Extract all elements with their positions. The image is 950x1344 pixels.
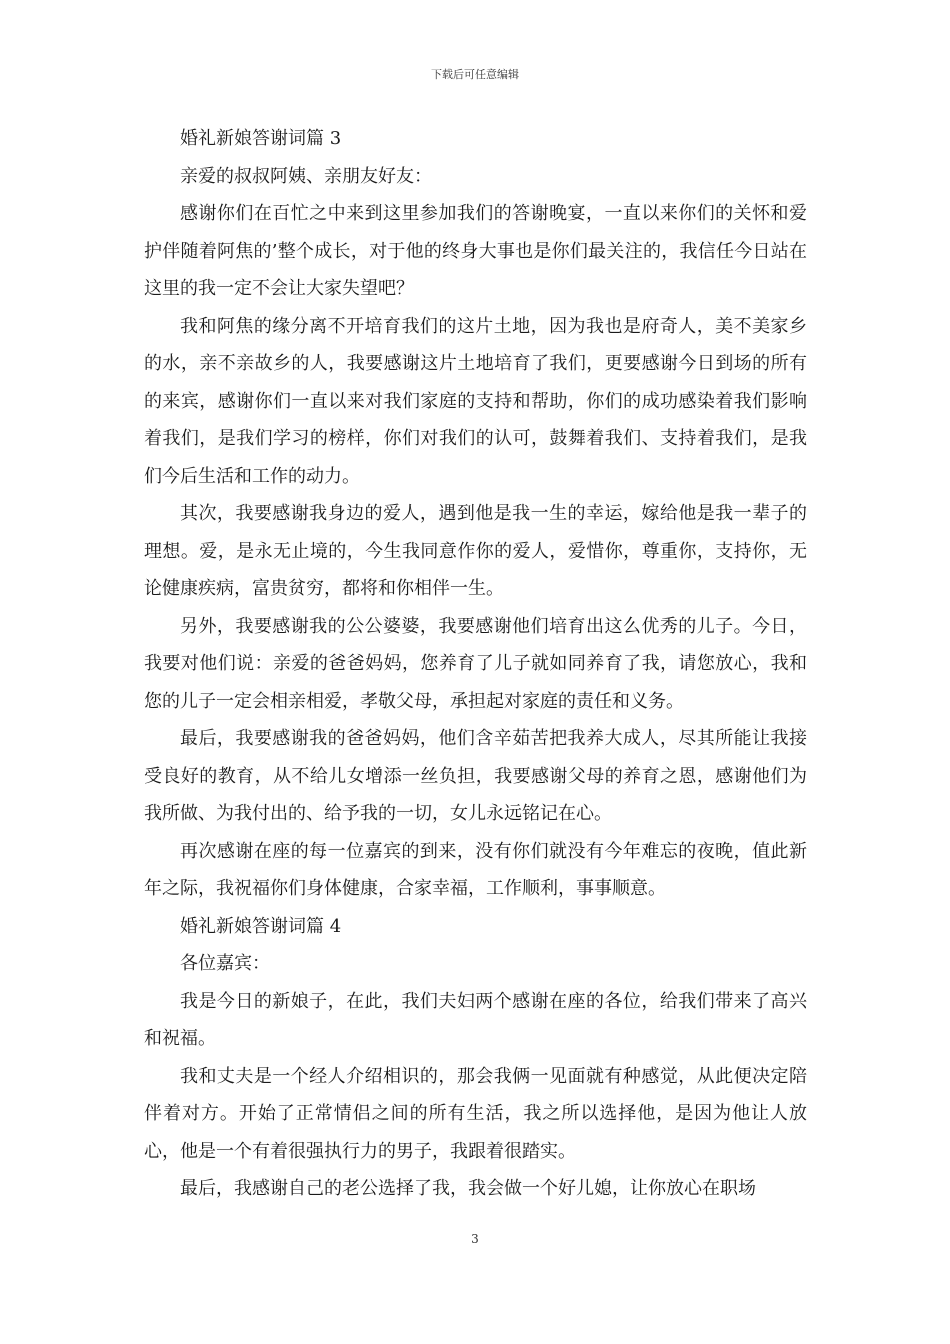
paragraph: 我和阿焦的缘分离不开培育我们的这片土地，因为我也是府奇人，美不美家乡的水，亲不亲故乡的人，我要感谢这片土地培育了我们，更要感谢今日到场的所有的来宾，感谢你们一直以来对我们家庭的支持和帮助，你们的成功感染着我们影响着我们，是我们学习的榜样，你们对我们的认可，鼓舞着我们、支持着我们，是我们今后生活和工作的动力。	[144, 315, 807, 487]
salutation: 各位嘉宾：	[180, 953, 270, 974]
document-body	[144, 120, 807, 1208]
paragraph: 最后，我要感谢我的爸爸妈妈，他们含辛茹苦把我养大成人，尽其所能让我接受良好的教育，从不给儿女增添一丝负担，我要感谢父母的养育之恩，感谢他们为我所做、为我付出的、给予我的一切，女儿永远铭记在心。	[144, 728, 807, 824]
page-header: 下载后可任意编辑	[431, 68, 519, 81]
paragraph: 另外，我要感谢我的公公婆婆，我要感谢他们培育出这么优秀的儿子。今日，我要对他们说：亲爱的爸爸妈妈，您养育了儿子就如同养育了我，请您放心，我和您的儿子一定会相亲相爱，孝敬父母，承担起对家庭的责任和义务。	[144, 615, 807, 712]
paragraph: 我和丈夫是一个经人介绍相识的，那会我俩一见面就有种感觉，从此便决定陪伴着对方。开始了正常情侣之间的所有生活，我之所以选择他，是因为他让人放心，他是一个有着很强执行力的男子，我跟着很踏实。	[144, 1065, 807, 1162]
paragraph: 感谢你们在百忙之中来到这里参加我们的答谢晚宴，一直以来你们的关怀和爱护伴随着阿焦的’整个成长，对于他的终身大事也是你们最关注的，我信任今日站在这里的我一定不会让大家失望吧？	[144, 203, 807, 299]
section-title: 婚礼新娘答谢词篇 4	[180, 915, 342, 937]
paragraph: 其次，我要感谢我身边的爱人，遇到他是我一生的幸运，嫁给他是我一辈子的理想。爱，是永无止境的，今生我同意作你的爱人，爱惜你，尊重你，支持你，无论健康疾病，富贵贫穷，都将和你相伴一生。	[144, 503, 807, 599]
page-number: 3	[471, 1232, 479, 1246]
paragraph: 最后，我感谢自己的老公选择了我，我会做一个好儿媳，让你放心在职场	[180, 1178, 756, 1199]
paragraph: 再次感谢在座的每一位嘉宾的到来，没有你们就没有今年难忘的夜晚，值此新年之际，我祝福你们身体健康，合家幸福，工作顺利，事事顺意。	[144, 840, 807, 899]
paragraph: 我是今日的新娘子，在此，我们夫妇两个感谢在座的各位，给我们带来了高兴和祝福。	[144, 990, 807, 1049]
salutation: 亲爱的叔叔阿姨、亲朋友好友：	[180, 165, 432, 187]
section-title: 婚礼新娘答谢词篇 3	[180, 128, 342, 149]
